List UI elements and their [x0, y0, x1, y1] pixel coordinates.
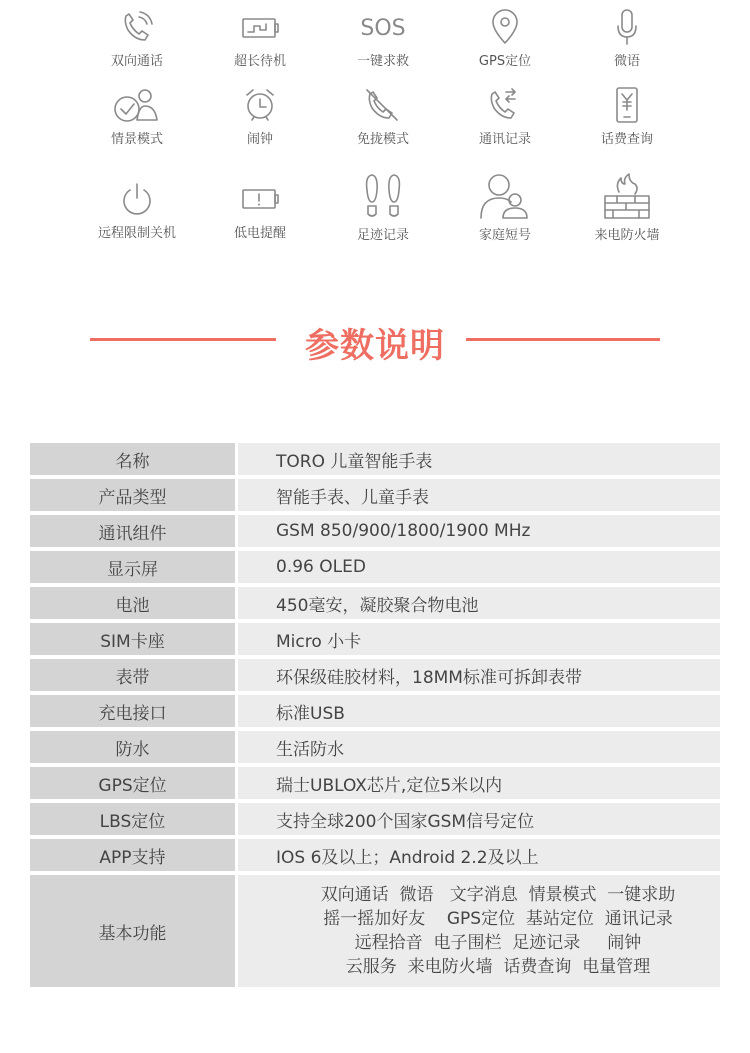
feature-label: 话费查询 — [600, 132, 653, 147]
spec-key: SIM卡座 — [30, 623, 235, 655]
spec-value: 支持全球200个国家GSM信号定位 — [238, 803, 720, 835]
footprints-icon — [358, 172, 408, 220]
spec-key: 产品类型 — [30, 479, 235, 511]
feature-label: 足迹记录 — [356, 228, 409, 243]
table-row — [30, 659, 720, 691]
title-divider-right — [466, 338, 660, 341]
call-log-icon — [485, 86, 525, 124]
title-divider-left — [90, 338, 276, 341]
feature-label: 低电提醒 — [233, 226, 286, 241]
feature-label: 免拢模式 — [356, 132, 409, 147]
feature-call-log — [440, 86, 570, 147]
scene-mode-icon — [109, 86, 165, 124]
feature-label: GPS定位 — [478, 54, 532, 69]
spec-key: APP支持 — [30, 839, 235, 871]
feature-alarm — [195, 86, 325, 147]
table-row — [30, 695, 720, 727]
spec-key: GPS定位 — [30, 767, 235, 799]
spec-value: 0.96 OLED — [238, 551, 720, 583]
feature-do-not-disturb — [318, 86, 448, 147]
feature-scene-mode — [72, 86, 202, 147]
feature-long-standby — [195, 8, 325, 69]
spec-value: TORO 儿童智能手表 — [238, 443, 720, 475]
table-row — [30, 479, 720, 511]
feature-label: 家庭短号 — [478, 228, 531, 243]
spec-key: 通讯组件 — [30, 515, 235, 547]
microphone-icon — [607, 8, 647, 46]
spec-value-functions — [238, 875, 720, 987]
spec-key: 显示屏 — [30, 551, 235, 583]
feature-label: 闹钟 — [246, 132, 273, 147]
spec-value: GSM 850/900/1800/1900 MHz — [238, 515, 720, 547]
spec-value: 环保级硅胶材料，18MM标准可拆卸表带 — [238, 659, 720, 691]
phone-call-icon — [117, 8, 157, 46]
feature-firewall — [562, 172, 692, 243]
feature-label: 一键求救 — [356, 54, 409, 69]
low-battery-icon — [238, 180, 282, 218]
function-line: 摇一摇加好友 GPS定位 基站定位 通讯记录 — [323, 909, 673, 929]
location-pin-icon — [485, 8, 525, 46]
feature-grid — [0, 0, 750, 260]
billing-icon — [607, 86, 647, 124]
function-line: 远程拾音 电子围栏 足迹记录 闹钟 — [354, 933, 642, 953]
spec-key: 基本功能 — [30, 875, 235, 987]
table-row — [30, 803, 720, 835]
section-title: 参数说明 — [305, 326, 445, 366]
table-row — [30, 551, 720, 583]
feature-footprints — [318, 172, 448, 243]
svg-text:SOS: SOS — [360, 16, 406, 41]
table-row — [30, 443, 720, 475]
feature-billing — [562, 86, 692, 147]
sos-icon — [358, 8, 408, 46]
table-row — [30, 767, 720, 799]
spec-value: IOS 6及以上；Android 2.2及以上 — [238, 839, 720, 871]
spec-value: 450毫安，凝胶聚合物电池 — [238, 587, 720, 619]
feature-label: 来电防火墙 — [594, 228, 660, 243]
spec-table — [30, 443, 720, 991]
feature-gps — [440, 8, 570, 69]
table-row-basic-functions — [30, 875, 720, 987]
feature-label: 通讯记录 — [478, 132, 531, 147]
power-icon — [117, 180, 157, 218]
spec-key: 名称 — [30, 443, 235, 475]
feature-two-way-call — [72, 8, 202, 69]
table-row — [30, 623, 720, 655]
table-row — [30, 839, 720, 871]
feature-label: 超长待机 — [233, 54, 286, 69]
spec-key: 防水 — [30, 731, 235, 763]
section-header — [0, 318, 750, 368]
alarm-clock-icon — [240, 86, 280, 124]
function-line: 双向通话 微语 文字消息 情景模式 一键求助 — [320, 885, 676, 905]
table-row — [30, 587, 720, 619]
feature-low-battery — [195, 180, 325, 241]
family-icon — [477, 172, 533, 220]
spec-value: 瑞士UBLOX芯片,定位5米以内 — [238, 767, 720, 799]
phone-silent-icon — [363, 86, 403, 124]
feature-label: 双向通话 — [110, 54, 163, 69]
feature-sos — [318, 8, 448, 69]
feature-family-number — [440, 172, 570, 243]
spec-value: Micro 小卡 — [238, 623, 720, 655]
feature-label: 情景模式 — [110, 132, 163, 147]
spec-key: 电池 — [30, 587, 235, 619]
battery-charge-icon — [238, 8, 282, 46]
spec-key: LBS定位 — [30, 803, 235, 835]
spec-value: 智能手表、儿童手表 — [238, 479, 720, 511]
function-line: 云服务 来电防火墙 话费查询 电量管理 — [345, 957, 651, 977]
feature-voice — [562, 8, 692, 69]
spec-value: 生活防水 — [238, 731, 720, 763]
firewall-icon — [599, 172, 655, 220]
feature-label: 微语 — [613, 54, 640, 69]
spec-key: 充电接口 — [30, 695, 235, 727]
spec-key: 表带 — [30, 659, 235, 691]
feature-label: 远程限制关机 — [97, 226, 176, 241]
table-row — [30, 731, 720, 763]
feature-remote-shutdown — [72, 180, 202, 241]
spec-value: 标准USB — [238, 695, 720, 727]
table-row — [30, 515, 720, 547]
